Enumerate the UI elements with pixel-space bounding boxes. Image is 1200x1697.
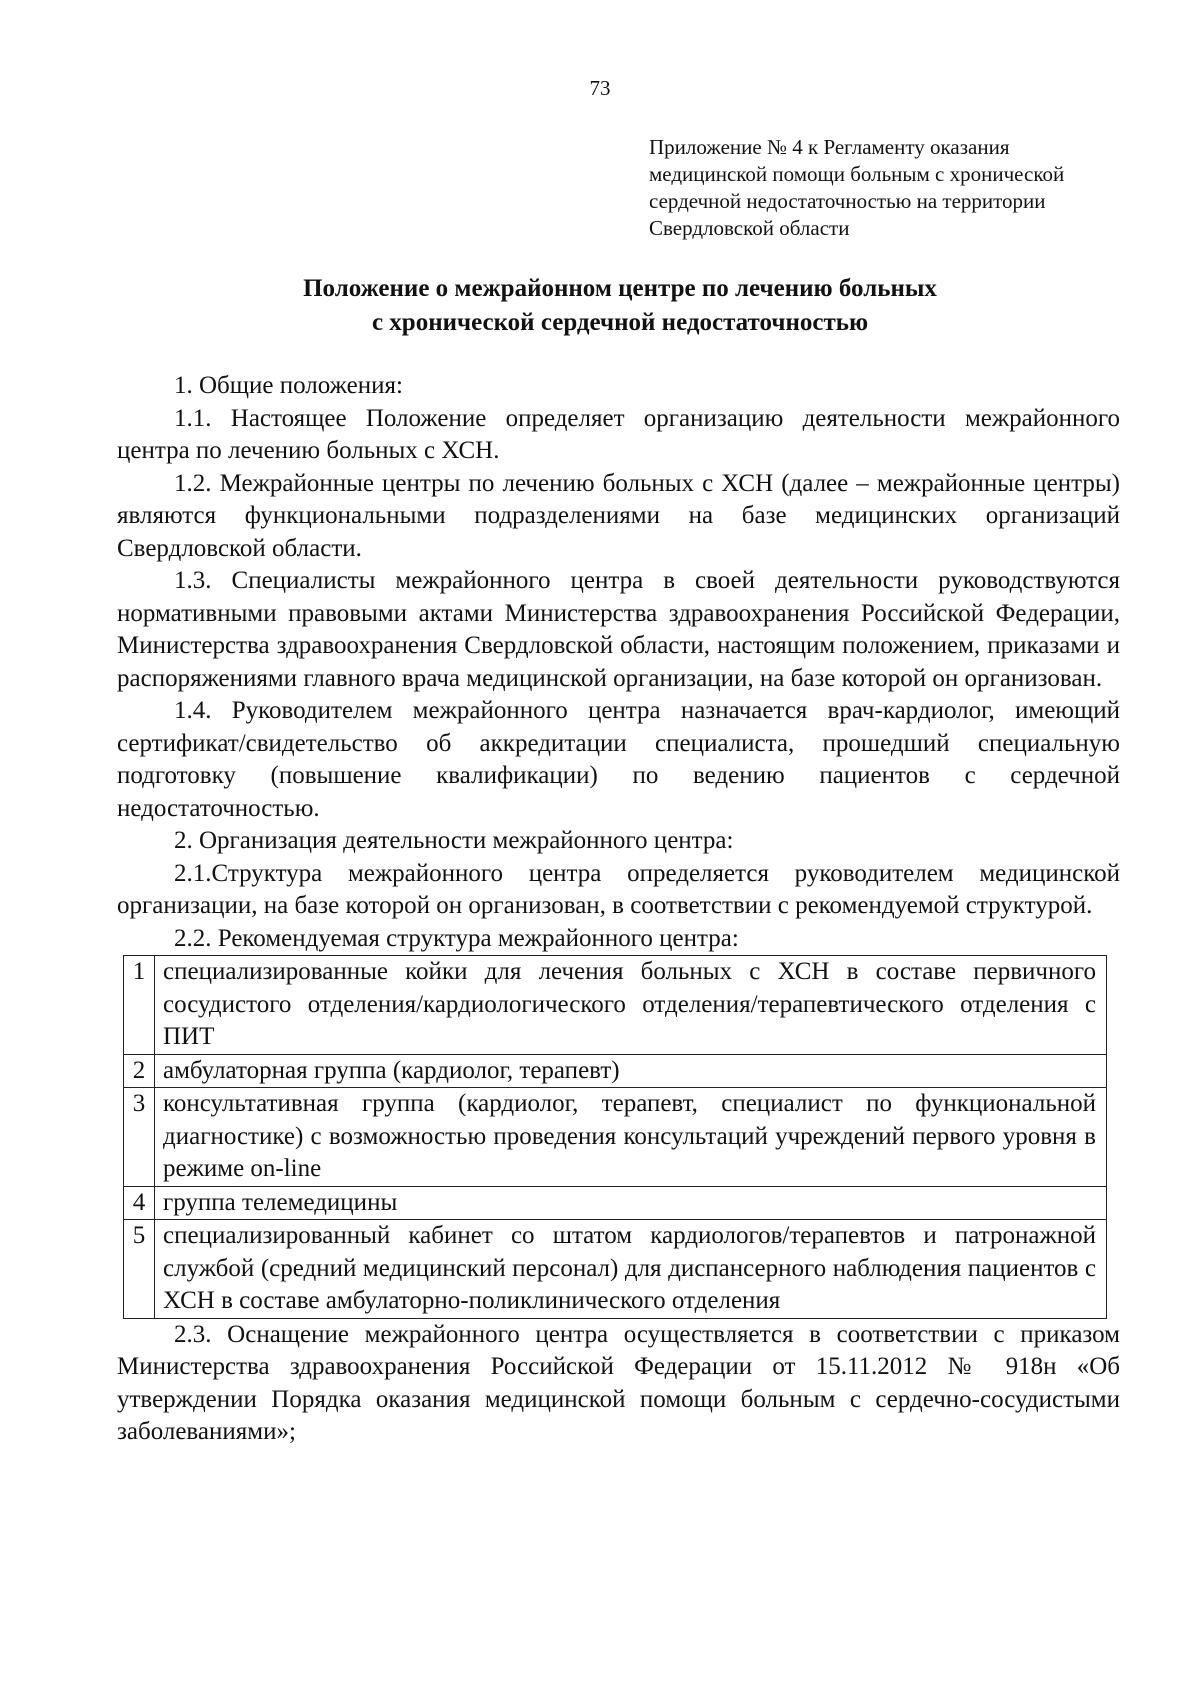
paragraph-2-1: 2.1.Структура межрайонного центра определяется руководителем медицинской организации, на базе которой он организован, в соответствии с рекомендуемой структурой.: [117, 859, 1120, 919]
table-row: [124, 956, 1107, 1055]
row-number: 2: [124, 1054, 155, 1088]
row-number: 4: [124, 1186, 155, 1220]
paragraph-1-1: 1.1. Настоящее Положение определяет организацию деятельности межрайонного центра по лечению больных с ХСН.: [117, 404, 1120, 464]
row-number: 3: [124, 1088, 155, 1187]
row-number: 1: [124, 956, 155, 1055]
paragraph-2-2: 2.2. Рекомендуемая структура межрайонного центра:: [174, 924, 739, 952]
table-row: [124, 1054, 1107, 1088]
section-heading-organization: 2. Организация деятельности межрайонного центра:: [174, 827, 734, 854]
row-text: амбулаторная группа (кардиолог, терапевт): [155, 1054, 1107, 1088]
document-title: [120, 272, 1120, 340]
paragraph-1-4: 1.4. Руководителем межрайонного центра назначается врач-кардиолог, имеющий сертификат/свидетельство об аккредитации специалиста, прошедший специальную подготовку (повышение квалификации) по ведению пациентов с сердечной недостаточностью.: [117, 697, 1120, 822]
paragraph-2-3: 2.3. Оснащение межрайонного центра осуществляется в соответствии с приказом Министерства здравоохранения Российской Федерации от 15.11.2012 № 918н «Об утверждении Порядка оказания медицинской помощи больным с сердечно-сосудистыми заболеваниями»;: [117, 1320, 1120, 1445]
appendix-note: [649, 134, 1169, 242]
row-text: специализированный кабинет со штатом кардиологов/терапевтов и патронажной службой (средний медицинский персонал) для диспансерного наблюдения пациентов с ХСН в составе амбулаторно-поликлинического отделения: [155, 1220, 1107, 1319]
appendix-line: Свердловской области: [649, 216, 850, 240]
table-row: [124, 1220, 1107, 1319]
document-body: [117, 370, 1120, 1449]
appendix-line: сердечной недостаточностью на территории: [649, 189, 1046, 213]
paragraph-1-2: 1.2. Межрайонные центры по лечению больных с ХСН (далее – межрайонные центры) являются функциональными подразделениями на базе медицинских организаций Свердловской области.: [117, 469, 1120, 562]
title-line: с хронической сердечной недостаточностью: [371, 309, 869, 336]
table-row: [124, 1088, 1107, 1187]
row-text: группа телемедицины: [155, 1186, 1107, 1220]
appendix-line: Приложение № 4 к Регламенту оказания: [649, 135, 1010, 159]
row-text: консультативная группа (кардиолог, терапевт, специалист по функциональной диагностике) с возможностью проведения консультаций учреждений первого уровня в режиме on-line: [155, 1088, 1107, 1187]
title-line: Положение о межрайонном центре по лечению больных: [303, 275, 937, 302]
table-row: [124, 1186, 1107, 1220]
section-heading-general: 1. Общие положения:: [174, 372, 403, 399]
structure-table: [123, 955, 1107, 1319]
row-number: 5: [124, 1220, 155, 1319]
page-number: 73: [589, 76, 611, 100]
paragraph-1-3: 1.3. Специалисты межрайонного центра в своей деятельности руководствуются нормативными правовыми актами Министерства здравоохранения Российской Федерации, Министерства здравоохранения Свердловской области, настоящим положением, приказами и распоряжениями главного врача медицинской организации, на базе которой он организован.: [117, 567, 1120, 692]
row-text: специализированные койки для лечения больных с ХСН в составе первичного сосудистого отделения/кардиологического отделения/терапевтического отделения с ПИТ: [155, 956, 1107, 1055]
appendix-line: медицинской помощи больным с хронической: [649, 162, 1065, 186]
